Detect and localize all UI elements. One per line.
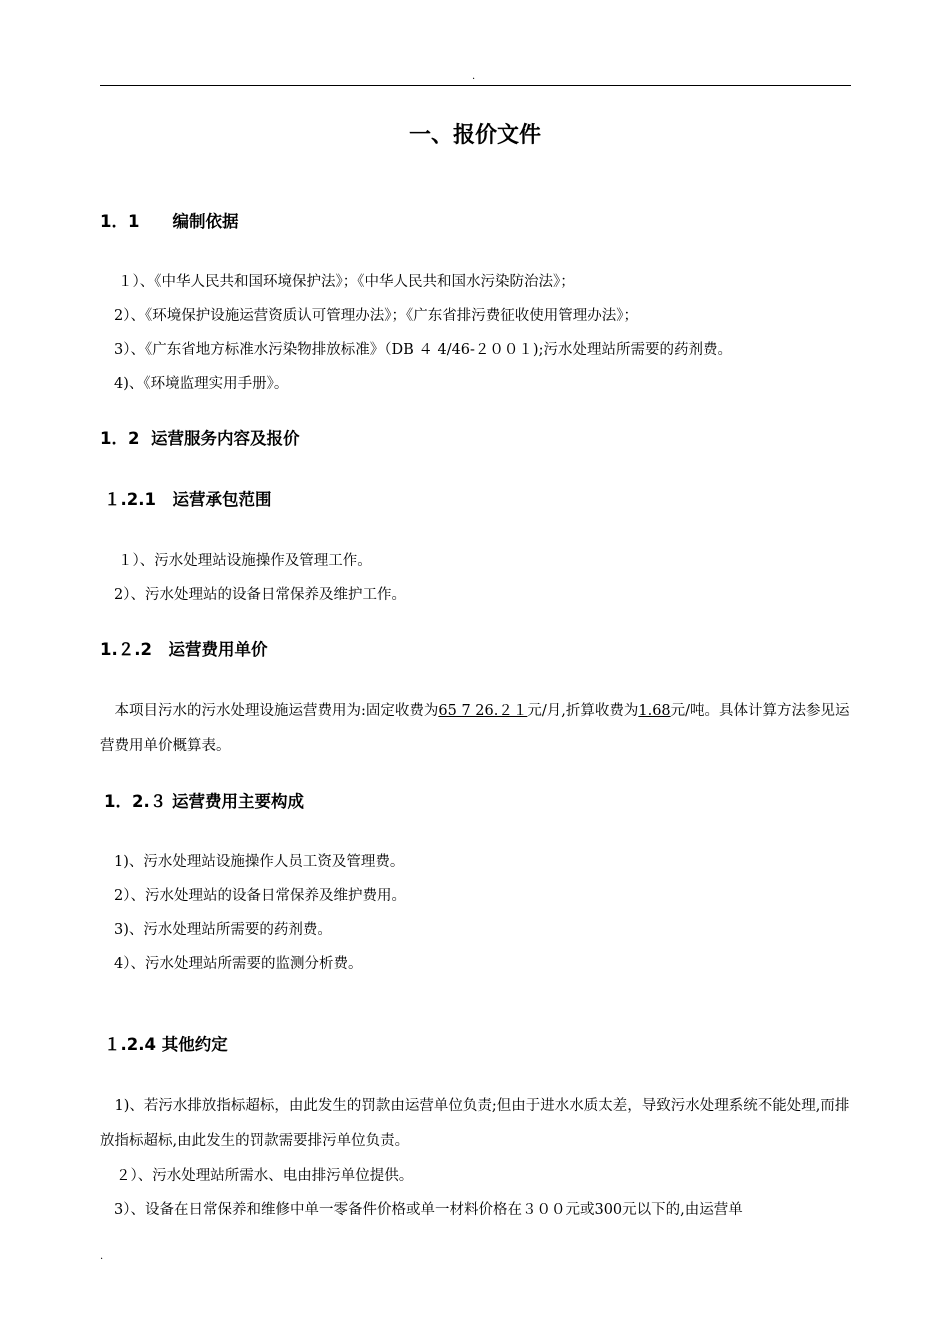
heading-1-2-4: １.2.4 其他约定 xyxy=(104,1035,228,1054)
document-title: 一、报价文件 xyxy=(408,123,541,148)
agreement-item-3: 3）、设备在日常保养和维修中单一零备件价格或单一材料价格在３００元或300元以下的,由运营单 xyxy=(114,1202,743,1218)
heading-1-1: 1．1 编制依据 xyxy=(100,212,239,231)
list-item: 2）、污水处理站的设备日常保养及维护费用。 xyxy=(114,888,406,904)
heading-1-2-3: 1．2.３ 运营费用主要构成 xyxy=(104,792,304,811)
header-rule xyxy=(100,85,851,86)
list-item: 3）、《广东省地方标准水污染物排放标准》（DB ４ 4/46-２００１);污水处理站所需要的药剂费。 xyxy=(114,342,732,358)
list-item: 4)、《环境监理实用手册》。 xyxy=(114,376,289,392)
heading-1-2: 1．2 运营服务内容及报价 xyxy=(100,429,300,448)
list-item: 2）、《环境保护设施运营资质认可管理办法》；《广东省排污费征收使用管理办法》； xyxy=(114,308,638,324)
list-item: １）、《中华人民共和国环境保护法》；《中华人民共和国水污染防治法》； xyxy=(118,274,575,290)
heading-1-2-2: 1.２.2 运营费用单价 xyxy=(100,640,268,659)
footer-mark: . xyxy=(100,1251,104,1262)
fixed-fee-value: 65 7 26.２１ xyxy=(438,703,528,719)
agreement-item-2: ２）、污水处理站所需水、电由排污单位提供。 xyxy=(116,1168,414,1184)
heading-1-2-1: １.2.1 运营承包范围 xyxy=(104,490,272,509)
header-mark: . xyxy=(472,71,476,82)
fee-text-before: 本项目污水的污水处理设施运营费用为:固定收费为 xyxy=(100,703,439,719)
fee-text-after: 元/吨。具体计算方法参见运营费用单价概算表。 xyxy=(100,703,850,754)
list-item: １）、污水处理站设施操作及管理工作。 xyxy=(118,553,372,569)
list-item: 4）、污水处理站所需要的监测分析费。 xyxy=(114,956,363,972)
fee-text-mid: 元/月,折算收费为 xyxy=(527,703,639,719)
list-item: 3)、污水处理站所需要的药剂费。 xyxy=(114,922,332,938)
fee-paragraph xyxy=(100,694,852,764)
unit-fee-value: 1.68 xyxy=(638,703,671,719)
agreement-item-1: 1)、若污水排放指标超标，由此发生的罚款由运营单位负责;但由于进水水质太差，导致污水处理系统不能处理,而排放指标超标,由此发生的罚款需要排污单位负责。 xyxy=(100,1098,850,1149)
list-item: 1)、污水处理站设施操作人员工资及管理费。 xyxy=(114,854,405,870)
list-item: 2）、污水处理站的设备日常保养及维护工作。 xyxy=(114,587,406,603)
